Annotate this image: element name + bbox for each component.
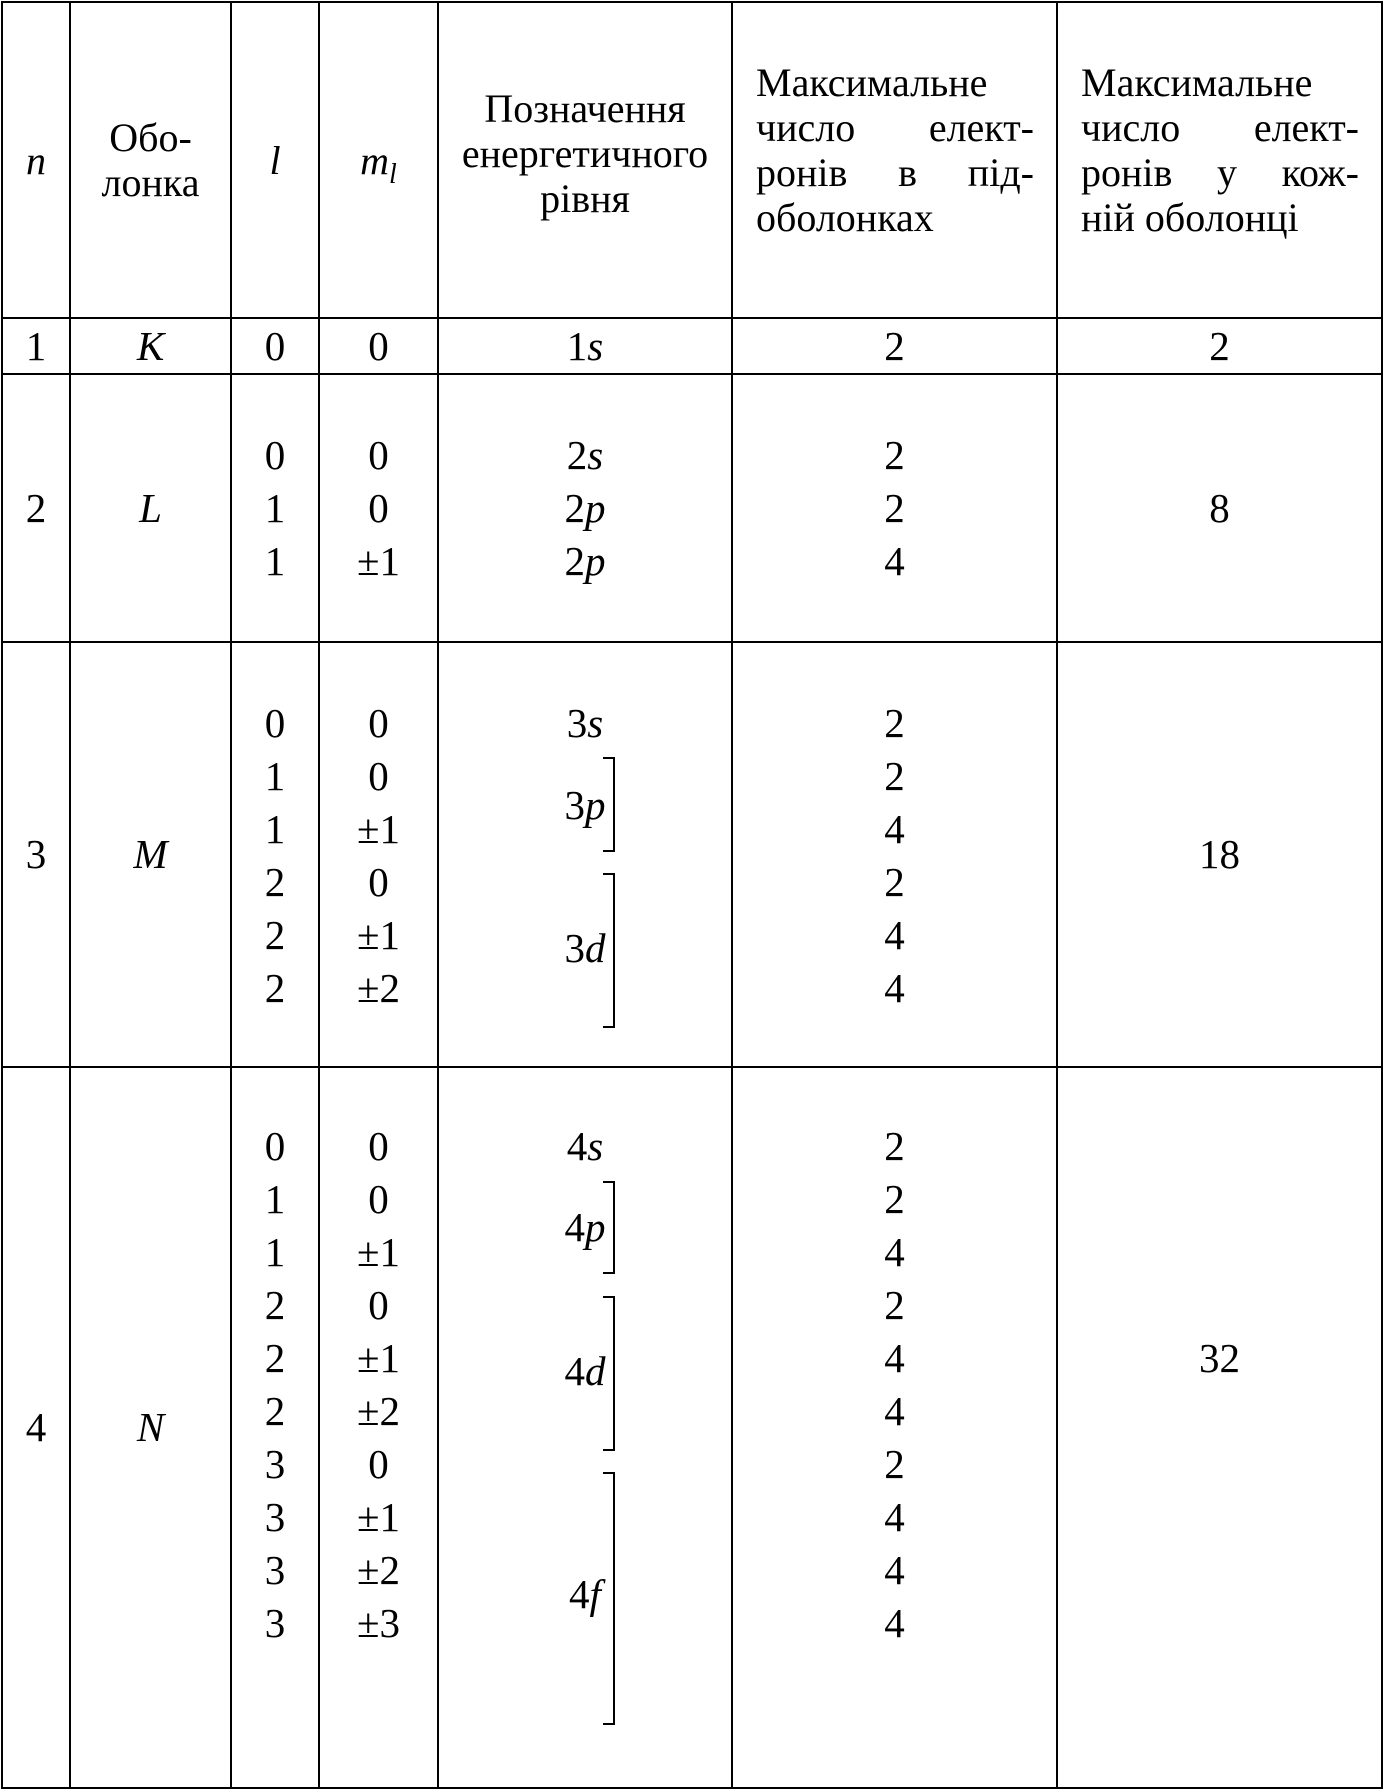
cell-level xyxy=(439,697,731,750)
level-number: 4 xyxy=(566,1123,588,1169)
ml-value: 0 xyxy=(368,1176,389,1222)
max-subshell-value: 2 xyxy=(884,1176,905,1222)
cell-level xyxy=(439,779,731,832)
header-shell-line: лонка xyxy=(101,160,200,205)
level-number: 4 xyxy=(569,1571,590,1617)
level-letter: p xyxy=(585,485,606,531)
cell-level xyxy=(439,1201,731,1254)
cell-level xyxy=(439,1345,731,1398)
subshell-bracket xyxy=(603,1472,615,1725)
max-subshell-value: 2 xyxy=(884,859,905,905)
header-shell xyxy=(71,115,230,205)
ml-value: ±1 xyxy=(356,1494,400,1540)
column-divider xyxy=(1056,2,1058,1789)
subshell-bracket xyxy=(603,1296,615,1451)
cell-max-subshell-list xyxy=(733,429,1056,588)
ml-value: 0 xyxy=(368,432,389,478)
cell-n: 2 xyxy=(25,485,47,531)
level-letter: d xyxy=(585,1348,606,1394)
table-border-top xyxy=(1,1,1383,3)
level-letter: p xyxy=(585,1204,606,1250)
header-ml-main: m xyxy=(360,138,390,183)
header-shell-line: Обо- xyxy=(109,115,192,160)
row-divider xyxy=(1,373,1383,375)
header-max-subshell-line: число елект- xyxy=(756,105,1034,150)
ml-value: 0 xyxy=(368,859,389,905)
ml-value: ±2 xyxy=(356,1547,400,1593)
subshell-bracket xyxy=(603,873,615,1028)
cell-max-subshell: 2 xyxy=(884,323,905,369)
l-value: 1 xyxy=(264,485,286,531)
level-number: 1 xyxy=(566,323,588,369)
header-ml-subscript: l xyxy=(389,159,397,190)
cell-l: 0 xyxy=(264,323,286,369)
cell-level xyxy=(439,922,731,975)
cell-max-shell: 2 xyxy=(1209,323,1230,369)
header-max-shell xyxy=(1081,60,1359,240)
header-max-shell-line: Максимальне xyxy=(1081,60,1313,105)
l-value: 2 xyxy=(264,965,286,1011)
ml-value: ±3 xyxy=(356,1600,400,1646)
cell-l-list xyxy=(232,697,318,1015)
header-designation-line: рівня xyxy=(540,176,630,221)
ml-value: 0 xyxy=(368,700,389,746)
cell-level xyxy=(439,320,731,373)
level-letter: p xyxy=(585,538,606,584)
header-designation xyxy=(439,86,731,221)
cell-n: 4 xyxy=(25,1404,47,1450)
header-max-shell-line: число елект- xyxy=(1081,105,1359,150)
table-border-bottom xyxy=(1,1787,1383,1789)
header-ml xyxy=(320,138,437,197)
max-subshell-value: 2 xyxy=(884,700,905,746)
level-number: 2 xyxy=(566,432,588,478)
header-n: n xyxy=(26,138,46,183)
max-subshell-value: 4 xyxy=(884,806,905,852)
row-divider xyxy=(1,641,1383,643)
cell-shell: K xyxy=(136,323,165,369)
cell-n: 1 xyxy=(25,323,47,369)
ml-value: ±1 xyxy=(356,1335,400,1381)
ml-value: 0 xyxy=(368,1123,389,1169)
max-subshell-value: 2 xyxy=(884,432,905,478)
cell-shell: L xyxy=(139,485,162,531)
max-subshell-value: 4 xyxy=(884,1494,905,1540)
ml-value: 0 xyxy=(368,753,389,799)
header-max-shell-line: ній оболонці xyxy=(1081,195,1299,240)
level-letter: s xyxy=(587,1123,604,1169)
max-subshell-value: 4 xyxy=(884,1388,905,1434)
level-number: 4 xyxy=(564,1204,585,1250)
l-value: 1 xyxy=(264,1176,286,1222)
level-label xyxy=(439,429,731,482)
header-l: l xyxy=(269,138,281,183)
table-border-right xyxy=(1381,2,1383,1789)
cell-ml-list xyxy=(320,429,437,588)
ml-value: ±1 xyxy=(356,912,400,958)
l-value: 2 xyxy=(264,912,286,958)
cell-shell: M xyxy=(133,831,168,877)
l-value: 1 xyxy=(264,538,286,584)
max-subshell-value: 4 xyxy=(884,1335,905,1381)
level-label xyxy=(439,535,731,588)
cell-max-shell: 18 xyxy=(1199,831,1240,877)
cell-level xyxy=(439,1568,731,1621)
l-value: 0 xyxy=(264,432,286,478)
header-max-subshell-line: Максимальне xyxy=(756,60,988,105)
max-subshell-value: 2 xyxy=(884,1123,905,1169)
l-value: 3 xyxy=(264,1547,286,1593)
cell-l-list xyxy=(232,429,318,588)
max-subshell-value: 4 xyxy=(884,1229,905,1275)
row-divider xyxy=(1,317,1383,319)
level-letter: s xyxy=(587,323,604,369)
max-subshell-value: 2 xyxy=(884,1441,905,1487)
max-subshell-value: 4 xyxy=(884,1547,905,1593)
ml-value: ±1 xyxy=(356,538,400,584)
level-letter: p xyxy=(585,782,606,828)
ml-value: 0 xyxy=(368,1282,389,1328)
l-value: 2 xyxy=(264,1282,286,1328)
max-subshell-value: 4 xyxy=(884,538,905,584)
level-number: 3 xyxy=(564,925,585,971)
column-divider xyxy=(69,2,71,1789)
l-value: 2 xyxy=(264,859,286,905)
header-designation-line: енергетичного xyxy=(461,131,709,176)
level-number: 4 xyxy=(564,1348,585,1394)
cell-max-shell: 8 xyxy=(1209,485,1230,531)
header-max-subshell-line: оболонках xyxy=(756,195,934,240)
level-label xyxy=(439,482,731,535)
ml-value: 0 xyxy=(368,485,389,531)
max-subshell-value: 4 xyxy=(884,912,905,958)
cell-max-subshell-list xyxy=(733,697,1056,1015)
max-subshell-value: 2 xyxy=(884,753,905,799)
level-letter: d xyxy=(585,925,606,971)
header-designation-line: Позначення xyxy=(484,86,686,131)
cell-ml-list xyxy=(320,697,437,1015)
ml-value: 0 xyxy=(368,1441,389,1487)
level-number: 2 xyxy=(564,538,585,584)
max-subshell-value: 4 xyxy=(884,1600,905,1646)
header-max-subshell xyxy=(756,60,1034,240)
cell-n: 3 xyxy=(25,831,47,877)
subshell-bracket xyxy=(603,1181,615,1274)
cell-level xyxy=(439,1120,731,1173)
level-letter: s xyxy=(587,432,604,478)
max-subshell-value: 2 xyxy=(884,1282,905,1328)
ml-value: ±2 xyxy=(356,965,400,1011)
cell-ml-list xyxy=(320,1120,437,1650)
level-number: 3 xyxy=(566,700,588,746)
cell-l-list xyxy=(232,1120,318,1650)
l-value: 3 xyxy=(264,1441,286,1487)
ml-value: ±1 xyxy=(356,806,400,852)
subshell-bracket xyxy=(603,757,615,852)
max-subshell-value: 4 xyxy=(884,965,905,1011)
header-max-shell-line: ронів у кож- xyxy=(1081,150,1359,195)
max-subshell-value: 2 xyxy=(884,485,905,531)
ml-value: ±1 xyxy=(356,1229,400,1275)
level-number: 3 xyxy=(564,782,585,828)
l-value: 0 xyxy=(264,1123,286,1169)
l-value: 1 xyxy=(264,1229,286,1275)
level-letter: f xyxy=(589,1571,601,1617)
cell-max-shell: 32 xyxy=(1199,1335,1240,1381)
cell-ml: 0 xyxy=(368,323,389,369)
l-value: 1 xyxy=(264,753,286,799)
l-value: 1 xyxy=(264,806,286,852)
header-max-subshell-line: ронів в під- xyxy=(756,150,1034,195)
l-value: 3 xyxy=(264,1494,286,1540)
level-letter: s xyxy=(587,700,604,746)
row-divider xyxy=(1,1066,1383,1068)
cell-shell: N xyxy=(136,1404,165,1450)
l-value: 2 xyxy=(264,1388,286,1434)
column-divider xyxy=(437,2,439,1789)
l-value: 0 xyxy=(264,700,286,746)
table-border-left xyxy=(1,2,3,1789)
ml-value: ±2 xyxy=(356,1388,400,1434)
level-number: 2 xyxy=(564,485,585,531)
l-value: 3 xyxy=(264,1600,286,1646)
cell-max-subshell-list xyxy=(733,1120,1056,1650)
cell-level-list xyxy=(439,429,731,588)
l-value: 2 xyxy=(264,1335,286,1381)
